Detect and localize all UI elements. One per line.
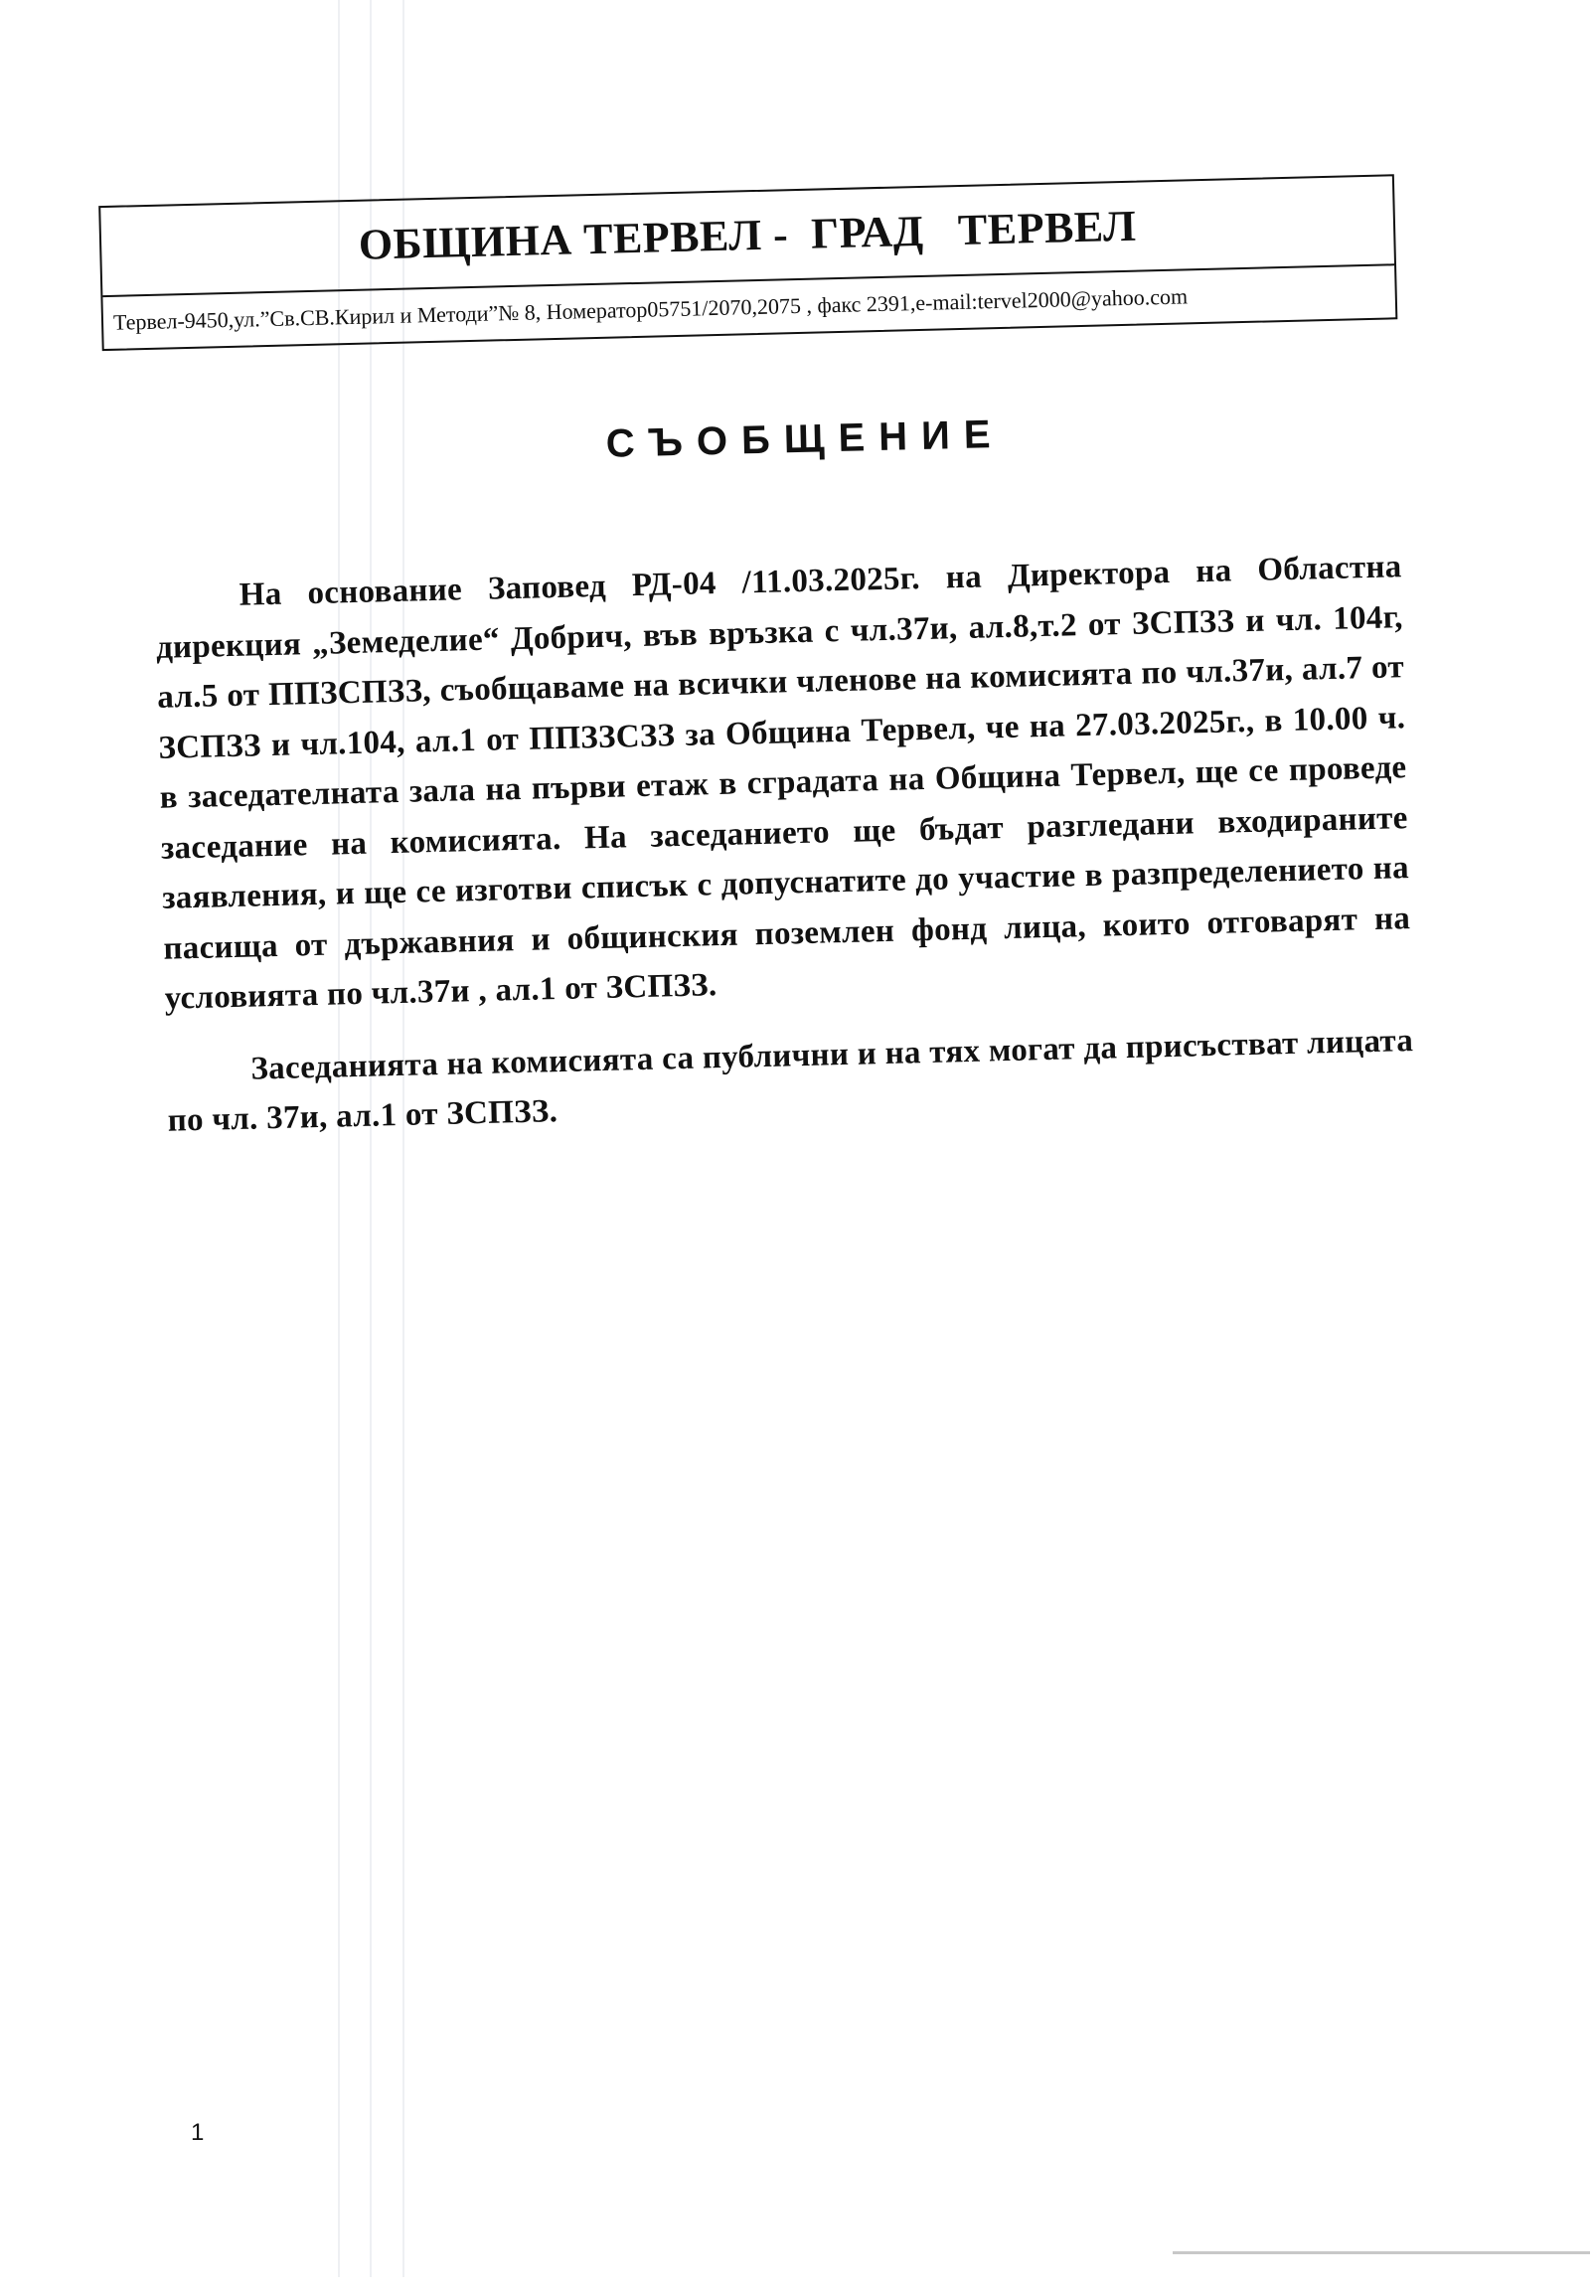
scan-edge — [1173, 2251, 1590, 2254]
notice-body — [154, 542, 1415, 1168]
paragraph-main: На основание Заповед РД-04 /11.03.2025г. на Директора на Областна дирекция „Земеделие“ Добрич, във връзка с чл.37и, ал.8,т.2 от ЗСПЗЗ и чл. 104г, ал.5 от ППЗСПЗЗ, съобщаваме на всички членове на комисията по чл.37и, ал.7 от ЗСПЗЗ и чл.104, ал.1 от ППЗЗСЗЗ за Община Тервел, че на 27.03.2025г., в 10.00 ч. в заседателната зала на първи етаж в сградата на Община Тервел, ще се проведе заседание на комисията. На заседанието ще бъдат разгледани входираните заявления, и ще се изготви списък с допуснатите до участие в разпределението на пасища от държавния и общинския поземлен фонд лица, които отговарят на условията по чл.37и , ал.1 от ЗСПЗЗ. — [155, 549, 1411, 1017]
municipality-title: ОБЩИНА ТЕРВЕЛ - ГРАД ТЕРВЕЛ — [100, 176, 1394, 297]
notice-heading: СЪОБЩЕНИЕ — [605, 411, 1005, 466]
paragraph-public: Заседанията на комисията са публични и на тях могат да присъстват лицата по чл. 37и, ал.1 от ЗСПЗЗ. — [167, 1022, 1414, 1139]
letterhead — [98, 174, 1397, 351]
page-number: 1 — [191, 2119, 205, 2146]
contact-line: Тервел-9450,ул.”Св.СВ.Кирил и Методи”№ 8, Номератор05751/2070,2075 , факс 2391,e-mail:tervel2000@yahoo.com — [112, 283, 1189, 335]
